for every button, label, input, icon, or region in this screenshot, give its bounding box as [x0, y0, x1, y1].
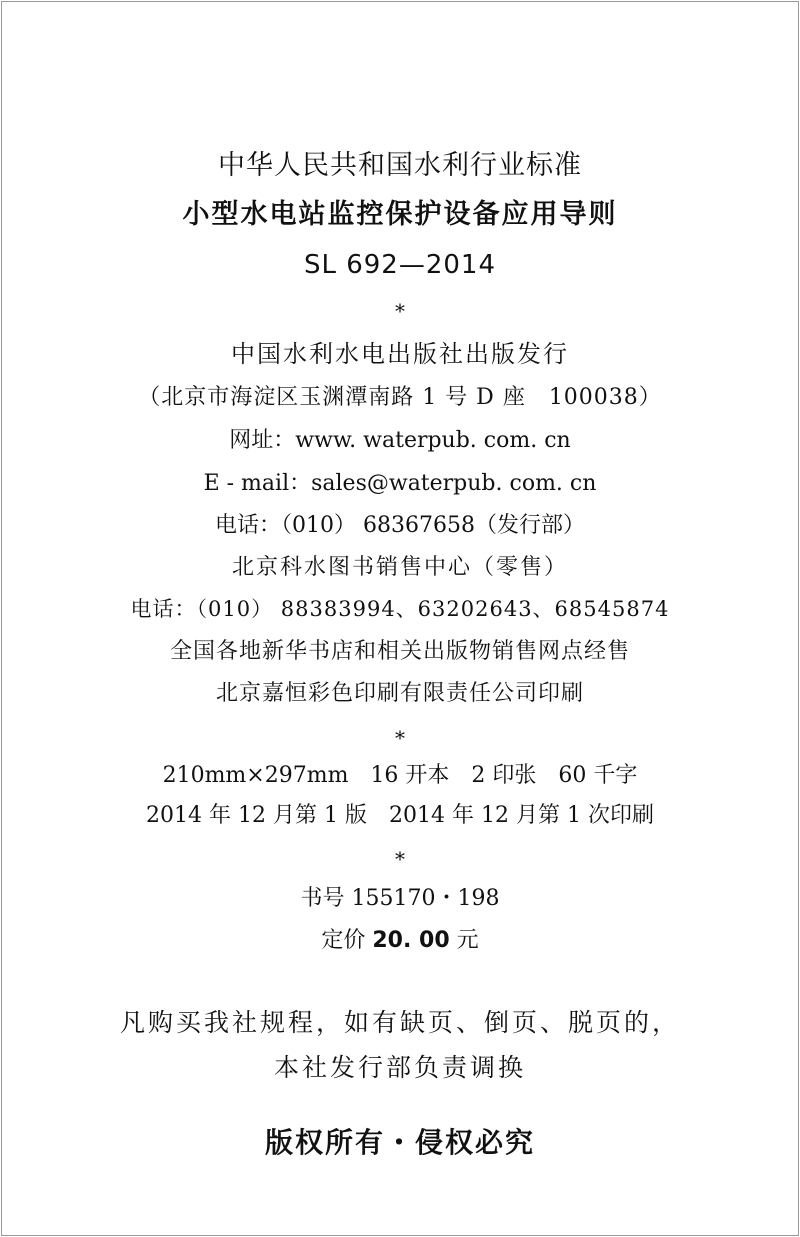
- price-unit: 元: [456, 928, 479, 953]
- retail-phone: 电话：（010） 88383994、63202643、68545874: [130, 597, 670, 621]
- price-label: 定价: [321, 928, 366, 953]
- copyright-notice: 版权所有・侵权必究: [264, 1126, 535, 1159]
- publisher-email: E - mail：sales@waterpub. com. cn: [203, 471, 597, 496]
- publisher-line: 中国水利水电出版社出版发行: [231, 340, 569, 368]
- publisher-website: 网址：www. waterpub. com. cn: [229, 428, 571, 453]
- edition-info: 2014 年 12 月第 1 版 2014 年 12 月第 1 次印刷: [146, 803, 654, 828]
- notice-line-1: 凡购买我社规程，如有缺页、倒页、脱页的，: [119, 1008, 680, 1037]
- publisher-address: （北京市海淀区玉渊潭南路 1 号 D 座 100038）: [138, 385, 662, 410]
- separator-star: *: [395, 299, 405, 323]
- document-title: 小型水电站监控保护设备应用导则: [182, 199, 618, 230]
- book-number: 书号 155170・198: [300, 886, 500, 911]
- standard-category: 中华人民共和国水利行业标准: [218, 150, 582, 181]
- distribution-line: 全国各地新华书店和相关出版物销售网点经售: [169, 639, 630, 664]
- separator-star: *: [395, 847, 405, 871]
- retail-center: 北京科水图书销售中心（零售）: [231, 555, 568, 580]
- format-specs: 210mm×297mm 16 开本 2 印张 60 千字: [162, 763, 638, 788]
- price-value: 20. 00: [372, 928, 450, 953]
- price: [0, 930, 800, 952]
- printer-line: 北京嘉恒彩色印刷有限责任公司印刷: [215, 681, 584, 706]
- notice-line-2: 本社发行部负责调换: [273, 1053, 526, 1082]
- publisher-phone: 电话：（010） 68367658（发行部）: [215, 513, 585, 538]
- standard-number: SL 692—2014: [303, 250, 497, 280]
- separator-star: *: [395, 726, 405, 750]
